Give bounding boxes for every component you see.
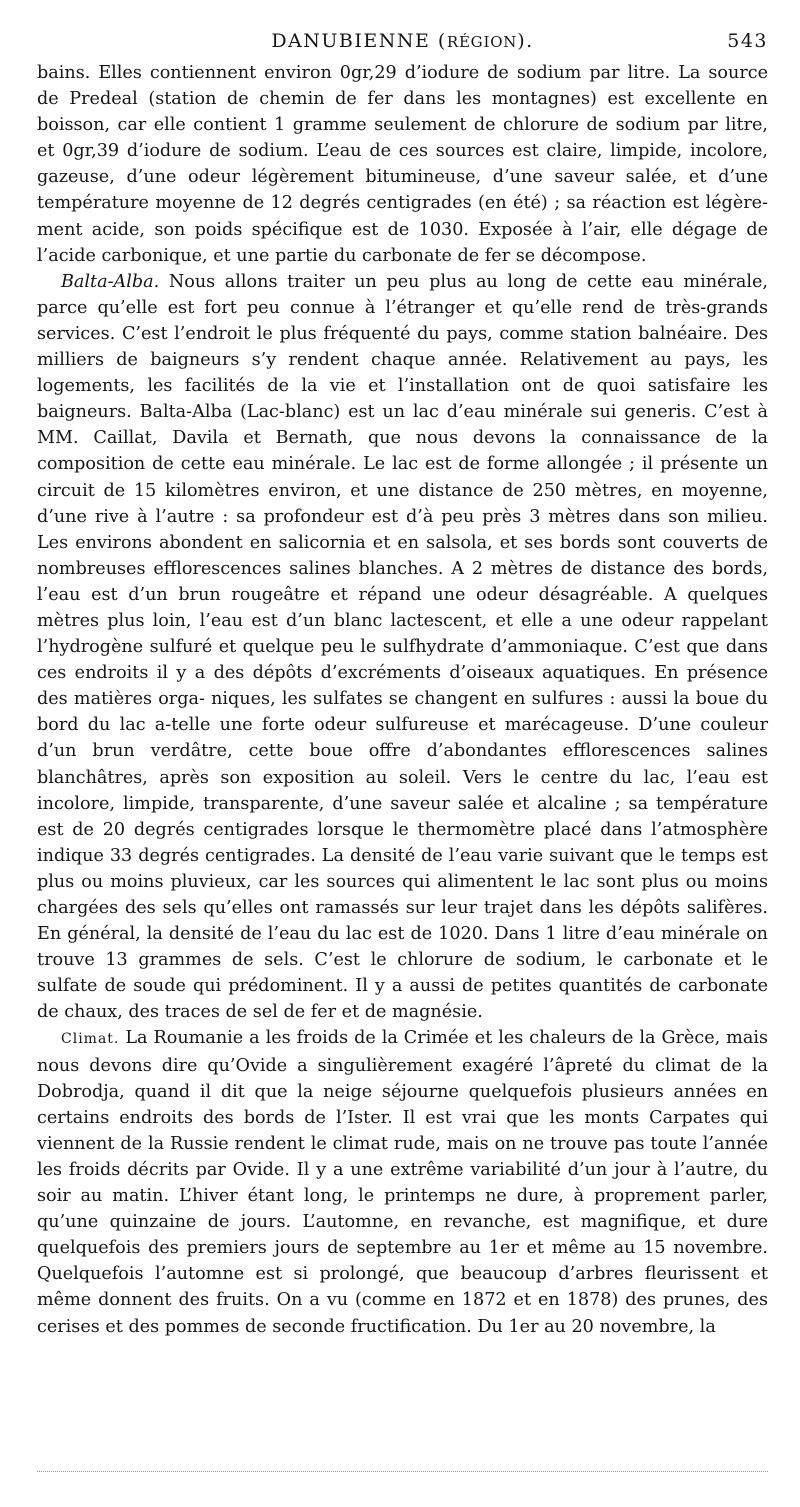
paragraph-text: La Roumanie a les froids de la Crimée et les chaleurs de la Grèce, mais nous devons dire qu’Ovide a singulièrement exagéré l’âpreté du climat de la Dobrodja, quand il dit que la neige séjourne quelquefois plusieurs années en certains endroits des bords de l’Ister. Il est vrai que les monts Carpates qui viennent de la Russie rendent le climat rude, mais on ne trouve pas toute l’année les froids décrits par Ovide. Il y a une extrême variabilité d’un jour à l’autre, du soir au matin. L’hiver étant long, le printemps ne dure, à proprement parler, qu’une quinzaine de jours. L’automne, en revanche, est magnifique, et dure quelquefois des premiers jours de septembre au 1er et même au 15 novembre. Quelquefois l’automne est si prolongé, que beaucoup d’arbres fleurissent et même donnent des fruits. On a vu (comme en 1872 et en 1878) des prunes, des cerises et des pommes de seconde fructification. Du 1er au 20 novembre, la — [37, 1028, 768, 1337]
paragraph-balta-alba — [37, 269, 768, 1026]
paragraph-text: bains. Elles contiennent environ 0gr,29 d’iodure de sodium par litre. La source de Predeal (station de chemin de fer dans les montagnes) est excellente en boisson, car elle contient 1 gramme seulement de chlorure de sodium par litre, et 0gr,39 d’iodure de sodium. L’eau de ces sources est claire, limpide, incolore, gazeuse, d’une odeur légèrement bitumineuse, d’une saveur salée, et d’une température moyenne de 12 degrés centigrades (en été) ; sa réaction est légère- ment acide, son poids spécifique est de 1030. Exposée à l’air, elle dégage de l’acide carbonique, et une partie du carbonate de fer se décompose. — [37, 63, 768, 266]
paragraph-climat — [37, 1025, 768, 1339]
footer-dotted-rule — [37, 1471, 768, 1472]
paragraph-continued — [37, 60, 768, 269]
running-title-end: ). — [517, 30, 534, 52]
body-text — [37, 60, 768, 1340]
running-title — [37, 30, 768, 52]
page-number: 543 — [727, 30, 768, 52]
running-header — [37, 30, 768, 60]
paragraph-lead-balta-alba: Balta-Alba. — [61, 271, 160, 292]
running-title-smallcaps: RÉGION — [446, 33, 518, 51]
paragraph-text: Nous allons traiter un peu plus au long de cette eau minérale, parce qu’elle est fort peu connue à l’étranger et qu’elle rend de très-grands services. C’est l’endroit le plus fréquenté du pays, comme station balnéaire. Des milliers de baigneurs s’y rendent chaque année. Relativement au pays, les logements, les facilités de la vie et l’installation ont de quoi satisfaire les baigneurs. Balta-Alba (Lac-blanc) est un lac d’eau minérale sui generis. C’est à MM. Caillat, Davila et Bernath, que nous devons la connaissance de la composition de cette eau minérale. Le lac est de forme allongée ; il présente un circuit de 15 kilomètres environ, et une distance de 250 mètres, en moyenne, d’une rive à l’autre : sa profondeur est d’à peu près 3 mètres dans son milieu. Les environs abondent en salicornia et en salsola, et ses bords sont couverts de nombreuses efflorescences salines blanches. A 2 mètres de distance des bords, l’eau est d’un brun rougeâtre et répand une odeur désagréable. A quelques mètres plus loin, l’eau est d’un blanc lactescent, et elle a une odeur rappelant l’hydrogène sulfuré et quelque peu le sulfhydrate d’ammoniaque. C’est que dans ces endroits il y a des dépôts d’excréments d’oiseaux aquatiques. En présence des matières orga- niques, les sulfates se changent en sulfures : aussi la boue du bord du lac a-telle une forte odeur sulfureuse et marécageuse. D’une couleur d’un brun verdâtre, cette boue offre d’abondantes efflorescences salines blanchâtres, après son exposition au soleil. Vers le centre du lac, l’eau est incolore, limpide, transparente, d’une saveur salée et alcaline ; sa température est de 20 degrés centigrades lorsque le thermomètre placé dans l’atmosphère indique 33 degrés centigrades. La densité de l’eau varie suivant que le temps est plus ou moins pluvieux, car les sources qui alimentent le lac sont plus ou moins chargées des sels qu’elles ont ramassés sur leur trajet dans les dépôts salifères. En général, la densité de l’eau du lac est de 1020. Dans 1 litre d’eau minérale on trouve 13 grammes de sels. C’est le chlorure de sodium, le carbonate et le sulfate de soude qui prédominent. Il y a aussi de petites quantités de carbonate de chaux, des traces de sel de fer et de magnésie. — [37, 271, 768, 1023]
running-title-main: DANUBIENNE ( — [271, 30, 447, 52]
paragraph-lead-climat: Climat. — [61, 1031, 120, 1048]
document-page — [37, 30, 768, 1340]
